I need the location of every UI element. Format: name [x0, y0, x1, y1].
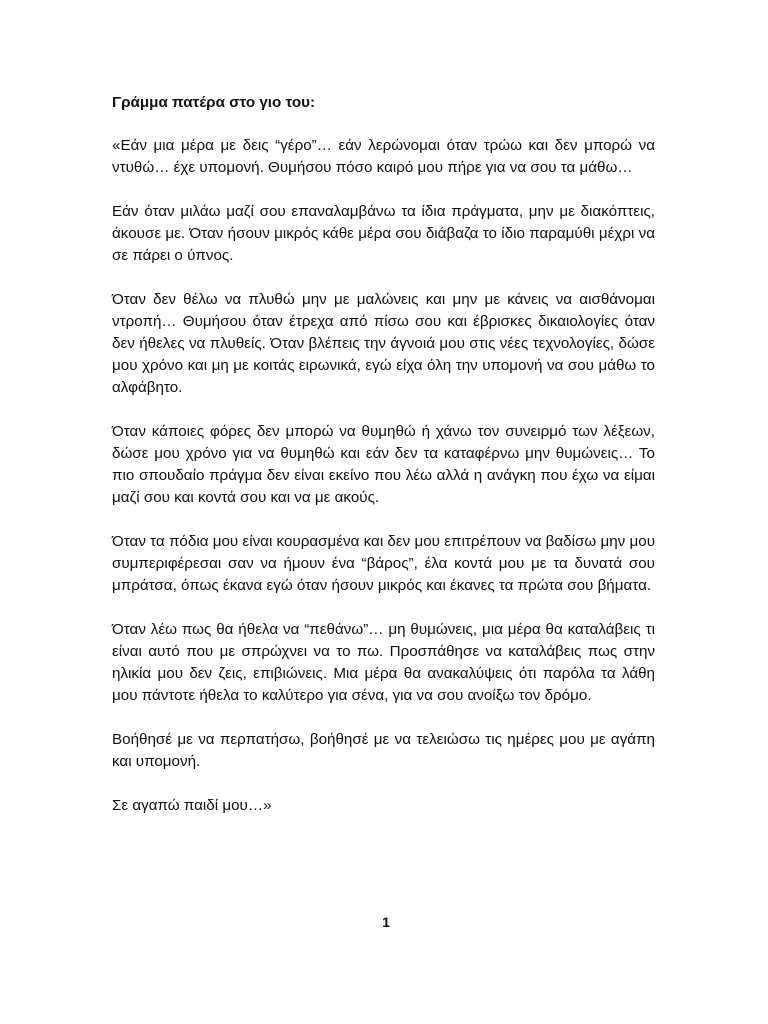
letter-title: Γράμμα πατέρα στο γιο του: [112, 94, 316, 111]
document-page [112, 92, 655, 839]
paragraph-4: Όταν κάποιες φόρες δεν μπορώ να θυμηθώ ή χάνω τον συνειρμό των λέξεων, δώσε μου χρόνο για να θυμηθώ και εάν δεν τα καταφέρνω μην θυμώνεις… Το πιο σπουδαίο πράγμα δεν είναι εκείνο που λέω αλλά η ανάγκη που έχω να είμαι μαζί σου και κοντά σου και να με ακούς. [112, 423, 655, 506]
closing-line: Σε αγαπώ παιδί μου…» [112, 797, 272, 814]
paragraph-3: Όταν δεν θέλω να πλυθώ μην με μαλώνεις και μην με κάνεις να αισθάνομαι ντροπή… Θυμήσου όταν έτρεχα από πίσω σου και έβρισκες δικαιολογίες όταν δεν ήθελες να πλυθείς. Όταν βλέπεις την άγνοιά μου στις νέες τεχνολογίες, δώσε μου χρόνο και μη με κοιτάς ειρωνικά, εγώ είχα όλη την υπομονή να σου μάθω το αλφάβητο. [112, 291, 655, 396]
paragraph-7: Βοήθησέ με να περπατήσω, βοήθησέ με να τελειώσω τις ημέρες μου με αγάπη και υπομονή. [112, 731, 655, 770]
paragraph-6: Όταν λέω πως θα ήθελα να “πεθάνω”… μη θυμώνεις, μια μέρα θα καταλάβεις τι είναι αυτό που με σπρώχνει να το πω. Προσπάθησε να καταλάβεις πως στην ηλικία μου δεν ζεις, επιβιώνεις. Μια μέρα θα ανακαλύψεις ότι παρόλα τα λάθη μου πάντοτε ήθελα το καλύτερο για σένα, για να σου ανοίξω τον δρόμο. [112, 621, 655, 704]
paragraph-5: Όταν τα πόδια μου είναι κουρασμένα και δεν μου επιτρέπουν να βαδίσω μην μου συμπεριφέρεσαι σαν να ήμουν ένα “βάρος”, έλα κοντά μου με τα δυνατά σου μπράτσα, όπως έκανα εγώ όταν ήσουν μικρός και έκανες τα πρώτα σου βήματα. [112, 533, 655, 594]
paragraph-2: Εάν όταν μιλάω μαζί σου επαναλαμβάνω τα ίδια πράγματα, μην με διακόπτεις, άκουσε με. Όταν ήσουν μικρός κάθε μέρα σου διάβαζα το ίδιο παραμύθι μέχρι να σε πάρει ο ύπνος. [112, 203, 655, 264]
page-number: 1 [382, 914, 390, 930]
paragraph-1: «Εάν μια μέρα με δεις “γέρο”… εάν λερώνομαι όταν τρώω και δεν μπορώ να ντυθώ… έχε υπομονή. Θυμήσου πόσο καιρό μου πήρε για να σου τα μάθω… [112, 137, 655, 176]
